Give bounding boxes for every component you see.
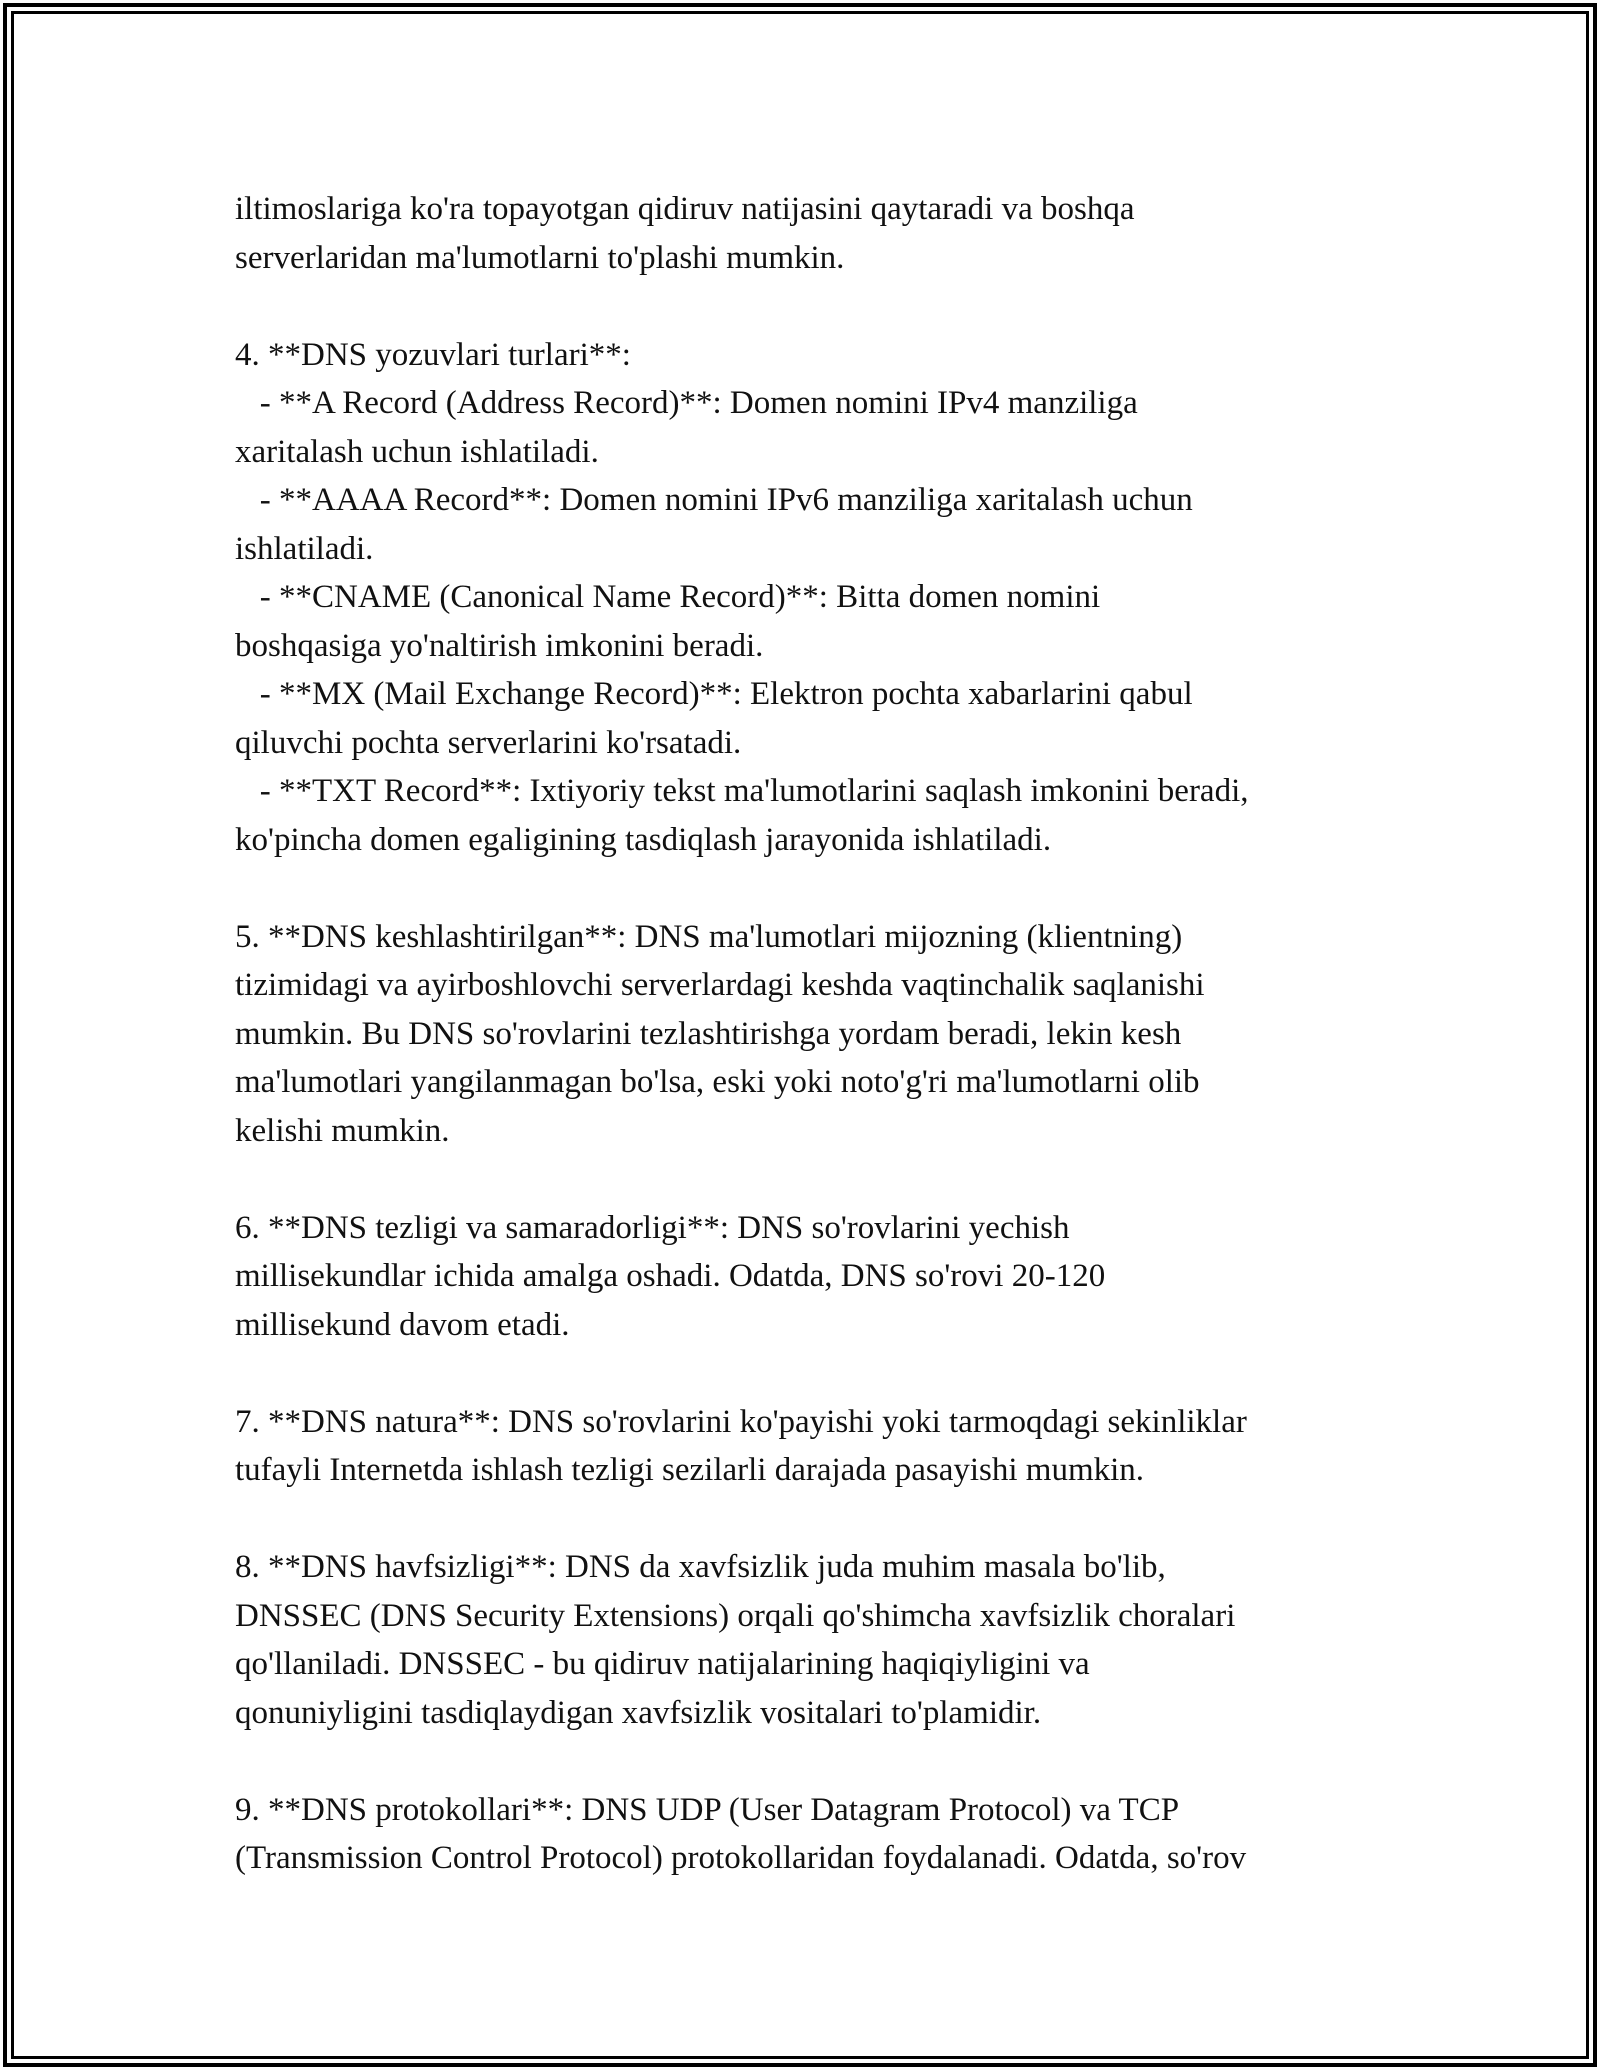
text-line: millisekund davom etadi. bbox=[235, 1306, 570, 1343]
text-line: DNSSEC (DNS Security Extensions) orqali qo'shimcha xavfsizlik choralari bbox=[235, 1597, 1236, 1634]
text-line: boshqasiga yo'naltirish imkonini beradi. bbox=[235, 627, 764, 664]
section-heading: 9. **DNS protokollari**: DNS UDP (User Datagram Protocol) va TCP bbox=[235, 1791, 1180, 1828]
text-line: xaritalash uchun ishlatiladi. bbox=[235, 433, 599, 470]
text-line: kelishi mumkin. bbox=[235, 1112, 450, 1149]
text-line: tufayli Internetda ishlash tezligi sezilarli darajada pasayishi mumkin. bbox=[235, 1452, 1145, 1488]
list-item-line: - **CNAME (Canonical Name Record)**: Bitta domen nomini bbox=[235, 579, 1101, 615]
text-line: ma'lumotlari yangilanmagan bo'lsa, eski yoki noto'g'ri ma'lumotlarni olib bbox=[235, 1064, 1200, 1100]
text-line: qo'llaniladi. DNSSEC - bu qidiruv natijalarining haqiqiyligini va bbox=[235, 1646, 1090, 1682]
text-line: qiluvchi pochta serverlarini ko'rsatadi. bbox=[235, 724, 742, 761]
text-line: mumkin. Bu DNS so'rovlarini tezlashtirishga yordam beradi, lekin kesh bbox=[235, 1015, 1182, 1052]
section-heading: 6. **DNS tezligi va samaradorligi**: DNS so'rovlarini yechish bbox=[235, 1209, 1070, 1246]
text-line: iltimoslariga ko'ra topayotgan qidiruv natijasini qaytaradi va boshqa bbox=[235, 191, 1135, 227]
blank-line bbox=[235, 864, 1375, 913]
blank-line bbox=[235, 1495, 1375, 1544]
text-line: tizimidagi va ayirboshlovchi serverlardagi keshda vaqtinchalik saqlanishi bbox=[235, 967, 1205, 1003]
text-line: millisekundlar ichida amalga oshadi. Odatda, DNS so'rovi 20-120 bbox=[235, 1258, 1106, 1294]
blank-line bbox=[235, 1155, 1375, 1204]
blank-line bbox=[235, 1737, 1375, 1786]
list-item-line: - **MX (Mail Exchange Record)**: Elektron pochta xabarlarini qabul bbox=[235, 676, 1193, 712]
text-line: serverlaridan ma'lumotlarni to'plashi mumkin. bbox=[235, 239, 845, 276]
text-line: (Transmission Control Protocol) protokollaridan foydalanadi. Odatda, so'rov bbox=[235, 1840, 1247, 1876]
list-item-line: - **AAAA Record**: Domen nomini IPv6 manziliga xaritalash uchun bbox=[235, 482, 1193, 518]
blank-line bbox=[235, 1349, 1375, 1398]
section-heading: 4. **DNS yozuvlari turlari**: bbox=[235, 336, 631, 373]
list-item-line: - **TXT Record**: Ixtiyoriy tekst ma'lumotlarini saqlash imkonini beradi, bbox=[235, 773, 1249, 809]
list-item-line: - **A Record (Address Record)**: Domen nomini IPv4 manziliga bbox=[235, 385, 1138, 421]
section-heading: 8. **DNS havfsizligi**: DNS da xavfsizlik juda muhim masala bo'lib, bbox=[235, 1549, 1166, 1585]
text-line: ko'pincha domen egaligining tasdiqlash jarayonida ishlatiladi. bbox=[235, 821, 1052, 858]
text-line: ishlatiladi. bbox=[235, 530, 374, 567]
text-line: qonuniyligini tasdiqlaydigan xavfsizlik vositalari to'plamidir. bbox=[235, 1694, 1042, 1731]
blank-line bbox=[235, 282, 1375, 331]
section-heading: 5. **DNS keshlashtirilgan**: DNS ma'lumotlari mijozning (klientning) bbox=[235, 918, 1183, 955]
section-heading: 7. **DNS natura**: DNS so'rovlarini ko'payishi yoki tarmoqdagi sekinliklar bbox=[235, 1403, 1247, 1440]
document-body bbox=[235, 185, 1375, 1883]
